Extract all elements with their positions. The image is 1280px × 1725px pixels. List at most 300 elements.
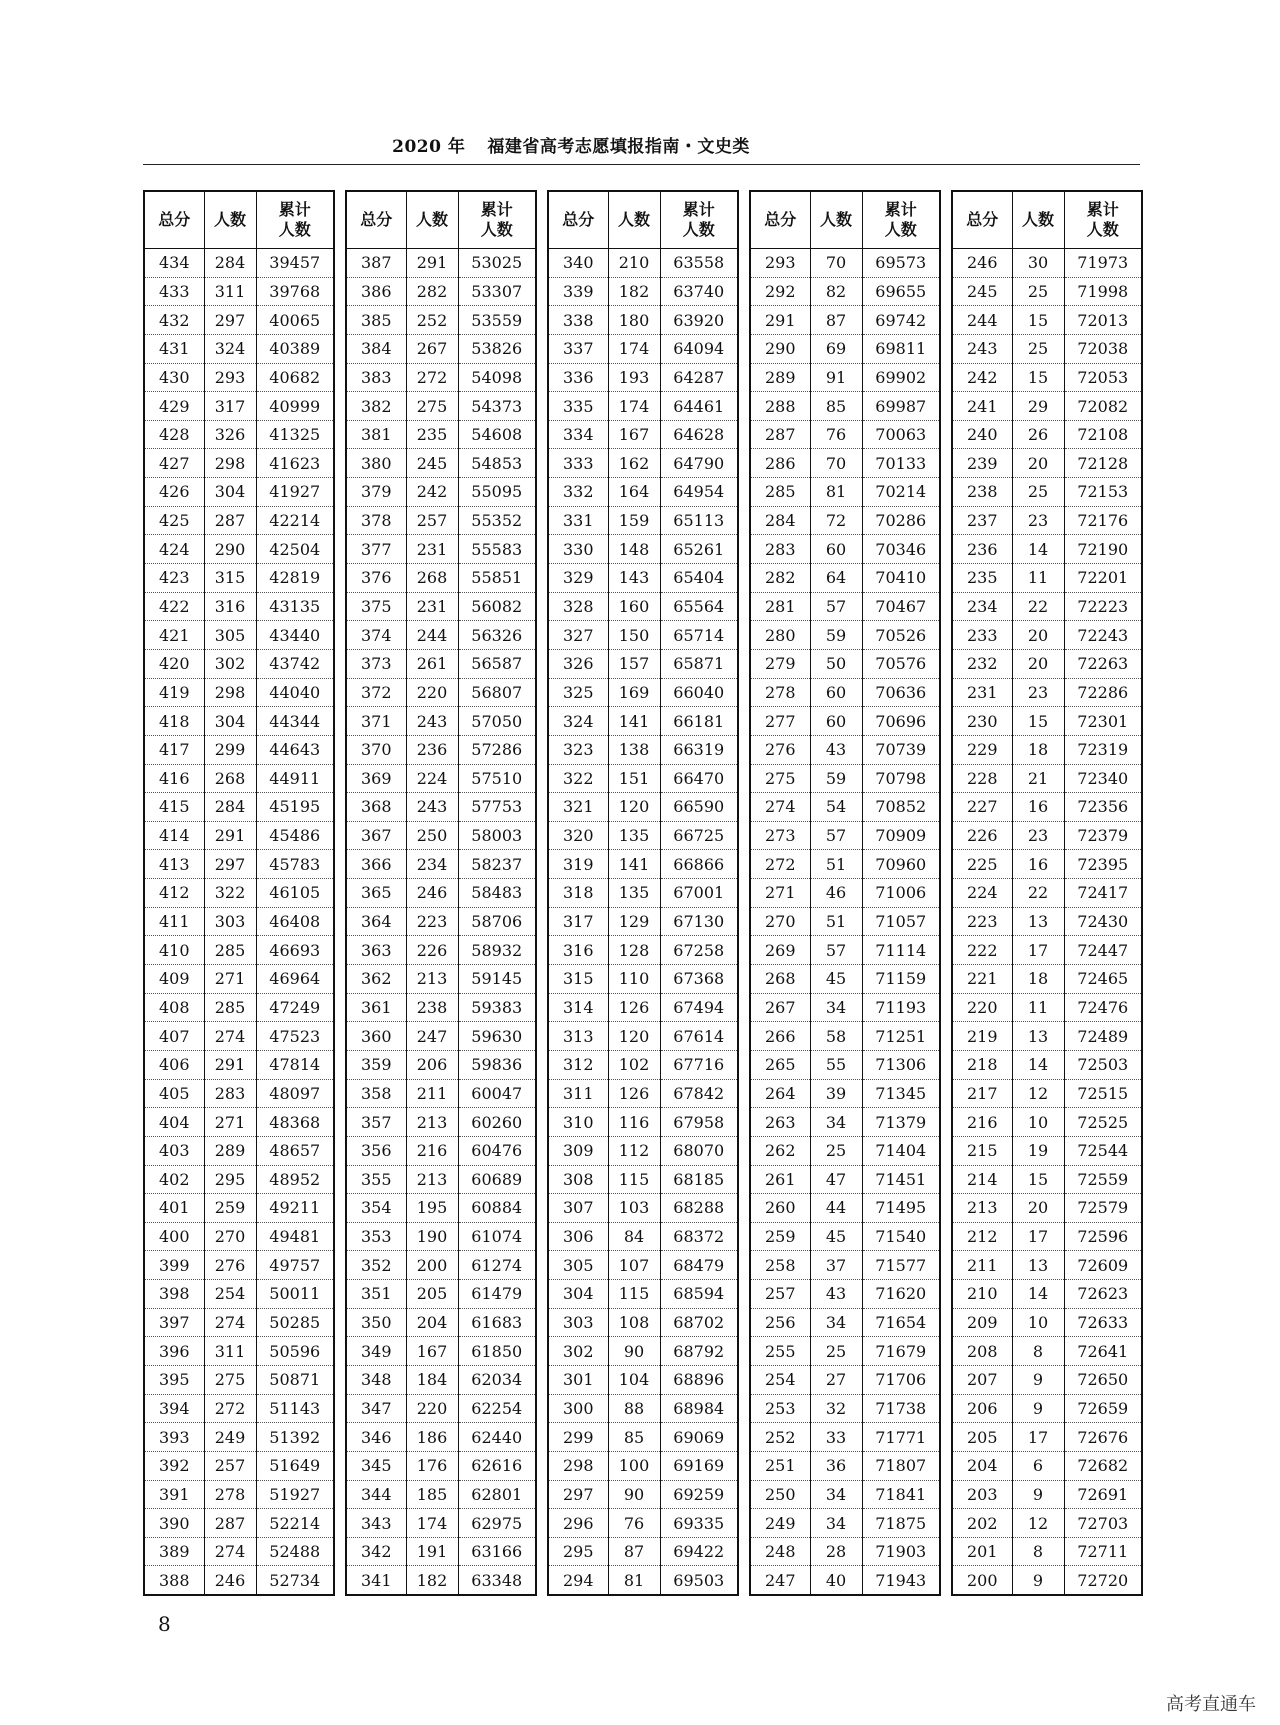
cell-cumulative: 58003 — [458, 821, 536, 850]
cell-count: 36 — [810, 1451, 862, 1480]
table-row — [346, 993, 536, 1022]
cell-total: 209 — [952, 1308, 1012, 1337]
table-row — [346, 306, 536, 335]
cell-cumulative: 67842 — [660, 1079, 738, 1108]
cell-count: 104 — [608, 1365, 660, 1394]
cell-count: 34 — [810, 1308, 862, 1337]
cell-total: 409 — [144, 965, 204, 994]
table-row — [750, 306, 940, 335]
cell-cumulative: 56082 — [458, 592, 536, 621]
table-row — [144, 449, 334, 478]
cell-cumulative: 60884 — [458, 1194, 536, 1223]
cell-total: 434 — [144, 249, 204, 278]
table-row — [750, 1050, 940, 1079]
cell-total: 267 — [750, 993, 810, 1022]
cell-total: 224 — [952, 879, 1012, 908]
cell-total: 200 — [952, 1566, 1012, 1595]
cell-total: 315 — [548, 965, 608, 994]
cell-total: 401 — [144, 1194, 204, 1223]
cell-cumulative: 70214 — [862, 478, 940, 507]
table-row — [750, 363, 940, 392]
cell-cumulative: 53559 — [458, 306, 536, 335]
table-row — [952, 506, 1142, 535]
cell-cumulative: 68594 — [660, 1280, 738, 1309]
cell-total: 248 — [750, 1537, 810, 1566]
cell-count: 191 — [406, 1537, 458, 1566]
table-row — [346, 478, 536, 507]
cell-cumulative: 53025 — [458, 249, 536, 278]
cell-total: 382 — [346, 392, 406, 421]
cell-cumulative: 67614 — [660, 1022, 738, 1051]
table-row — [346, 1337, 536, 1366]
cell-total: 230 — [952, 707, 1012, 736]
cell-count: 259 — [204, 1194, 256, 1223]
cell-count: 293 — [204, 363, 256, 392]
cell-count: 81 — [608, 1566, 660, 1595]
header-row — [346, 191, 536, 249]
cell-total: 311 — [548, 1079, 608, 1108]
cell-count: 257 — [204, 1451, 256, 1480]
cell-count: 211 — [406, 1079, 458, 1108]
cell-total: 265 — [750, 1050, 810, 1079]
cell-cumulative: 72503 — [1064, 1050, 1142, 1079]
table-row — [346, 965, 536, 994]
cell-total: 309 — [548, 1136, 608, 1165]
table-row — [952, 1022, 1142, 1051]
cell-count: 326 — [204, 420, 256, 449]
table-row — [346, 1251, 536, 1280]
cell-count: 9 — [1012, 1566, 1064, 1595]
cell-total: 411 — [144, 907, 204, 936]
cell-count: 81 — [810, 478, 862, 507]
cell-cumulative: 41623 — [256, 449, 334, 478]
cell-count: 60 — [810, 678, 862, 707]
cell-count: 12 — [1012, 1079, 1064, 1108]
cell-cumulative: 70636 — [862, 678, 940, 707]
cell-cumulative: 56807 — [458, 678, 536, 707]
cell-count: 220 — [406, 678, 458, 707]
table-row — [750, 1194, 940, 1223]
cell-cumulative: 70576 — [862, 649, 940, 678]
cell-total: 418 — [144, 707, 204, 736]
table-row — [548, 1509, 738, 1538]
cell-cumulative: 71495 — [862, 1194, 940, 1223]
table-row — [548, 850, 738, 879]
cell-cumulative: 71193 — [862, 993, 940, 1022]
cell-total: 277 — [750, 707, 810, 736]
cell-total: 227 — [952, 793, 1012, 822]
table-row — [548, 936, 738, 965]
table-row — [144, 1423, 334, 1452]
cell-count: 14 — [1012, 1050, 1064, 1079]
cell-total: 347 — [346, 1394, 406, 1423]
cell-total: 331 — [548, 506, 608, 535]
cell-cumulative: 72319 — [1064, 735, 1142, 764]
cell-total: 375 — [346, 592, 406, 621]
cell-count: 167 — [608, 420, 660, 449]
table-row — [548, 649, 738, 678]
cell-total: 291 — [750, 306, 810, 335]
cell-total: 234 — [952, 592, 1012, 621]
cell-cumulative: 43135 — [256, 592, 334, 621]
cell-total: 235 — [952, 564, 1012, 593]
cell-total: 271 — [750, 879, 810, 908]
cell-count: 176 — [406, 1451, 458, 1480]
cell-cumulative: 40999 — [256, 392, 334, 421]
cell-total: 404 — [144, 1108, 204, 1137]
table-row — [144, 363, 334, 392]
cell-count: 190 — [406, 1222, 458, 1251]
cell-cumulative: 70410 — [862, 564, 940, 593]
cell-cumulative: 52214 — [256, 1509, 334, 1538]
cell-cumulative: 58237 — [458, 850, 536, 879]
cell-count: 14 — [1012, 535, 1064, 564]
cell-total: 213 — [952, 1194, 1012, 1223]
table-row — [144, 879, 334, 908]
cell-total: 287 — [750, 420, 810, 449]
table-row — [952, 306, 1142, 335]
col-header-count: 人数 — [406, 191, 458, 249]
table-row — [750, 1251, 940, 1280]
cell-cumulative: 72691 — [1064, 1480, 1142, 1509]
table-row — [952, 478, 1142, 507]
cell-count: 242 — [406, 478, 458, 507]
cell-count: 17 — [1012, 1423, 1064, 1452]
cell-count: 25 — [810, 1337, 862, 1366]
cell-total: 219 — [952, 1022, 1012, 1051]
cell-cumulative: 72676 — [1064, 1423, 1142, 1452]
cell-total: 289 — [750, 363, 810, 392]
cell-count: 21 — [1012, 764, 1064, 793]
cell-total: 303 — [548, 1308, 608, 1337]
cell-cumulative: 67368 — [660, 965, 738, 994]
cell-count: 70 — [810, 449, 862, 478]
cell-cumulative: 72340 — [1064, 764, 1142, 793]
table-row — [144, 1022, 334, 1051]
header-row — [952, 191, 1142, 249]
cell-total: 332 — [548, 478, 608, 507]
table-row — [346, 879, 536, 908]
table-row — [750, 1022, 940, 1051]
cell-total: 367 — [346, 821, 406, 850]
cell-count: 271 — [204, 965, 256, 994]
cell-count: 20 — [1012, 449, 1064, 478]
cell-count: 268 — [204, 764, 256, 793]
cell-total: 365 — [346, 879, 406, 908]
cell-cumulative: 71706 — [862, 1365, 940, 1394]
cell-count: 60 — [810, 535, 862, 564]
cell-cumulative: 66590 — [660, 793, 738, 822]
cell-cumulative: 71057 — [862, 907, 940, 936]
table-row — [952, 1050, 1142, 1079]
cell-total: 275 — [750, 764, 810, 793]
table-row — [346, 449, 536, 478]
cell-count: 84 — [608, 1222, 660, 1251]
cell-count: 250 — [406, 821, 458, 850]
table-row — [144, 1050, 334, 1079]
cell-cumulative: 69335 — [660, 1509, 738, 1538]
cell-count: 278 — [204, 1480, 256, 1509]
cell-count: 34 — [810, 1480, 862, 1509]
cell-count: 305 — [204, 621, 256, 650]
cell-total: 206 — [952, 1394, 1012, 1423]
cell-count: 23 — [1012, 821, 1064, 850]
table-row — [346, 793, 536, 822]
table-row — [548, 334, 738, 363]
cell-total: 288 — [750, 392, 810, 421]
cell-count: 213 — [406, 1165, 458, 1194]
cell-total: 203 — [952, 1480, 1012, 1509]
cell-cumulative: 68372 — [660, 1222, 738, 1251]
cell-cumulative: 72108 — [1064, 420, 1142, 449]
cell-count: 43 — [810, 735, 862, 764]
cell-total: 261 — [750, 1165, 810, 1194]
cell-cumulative: 61074 — [458, 1222, 536, 1251]
table-row — [750, 392, 940, 421]
cell-total: 299 — [548, 1423, 608, 1452]
cell-total: 282 — [750, 564, 810, 593]
cell-count: 182 — [608, 277, 660, 306]
table-row — [548, 449, 738, 478]
cell-cumulative: 72623 — [1064, 1280, 1142, 1309]
cell-count: 23 — [1012, 506, 1064, 535]
cell-cumulative: 58483 — [458, 879, 536, 908]
cell-count: 236 — [406, 735, 458, 764]
cell-cumulative: 44344 — [256, 707, 334, 736]
table-row — [346, 1136, 536, 1165]
table-row — [750, 850, 940, 879]
cell-cumulative: 58706 — [458, 907, 536, 936]
table-row — [346, 420, 536, 449]
table-row — [750, 1566, 940, 1595]
cell-count: 126 — [608, 1079, 660, 1108]
cell-cumulative: 63348 — [458, 1566, 536, 1595]
cell-cumulative: 49211 — [256, 1194, 334, 1223]
cell-cumulative: 61850 — [458, 1337, 536, 1366]
cell-total: 278 — [750, 678, 810, 707]
table-row — [750, 707, 940, 736]
table-row — [548, 793, 738, 822]
table-row — [144, 649, 334, 678]
cell-count: 195 — [406, 1194, 458, 1223]
table-row — [952, 363, 1142, 392]
cell-count: 23 — [1012, 678, 1064, 707]
cell-count: 18 — [1012, 735, 1064, 764]
table-row — [952, 1079, 1142, 1108]
cell-total: 359 — [346, 1050, 406, 1079]
cell-count: 91 — [810, 363, 862, 392]
cell-total: 323 — [548, 735, 608, 764]
table-row — [144, 735, 334, 764]
cell-count: 235 — [406, 420, 458, 449]
cell-cumulative: 42819 — [256, 564, 334, 593]
cell-total: 333 — [548, 449, 608, 478]
cell-total: 398 — [144, 1280, 204, 1309]
col-header-cumulative: 累计 人数 — [458, 191, 536, 249]
cell-count: 72 — [810, 506, 862, 535]
cell-count: 285 — [204, 936, 256, 965]
score-table-4 — [749, 190, 941, 1596]
cell-count: 46 — [810, 879, 862, 908]
cell-total: 360 — [346, 1022, 406, 1051]
cell-cumulative: 48368 — [256, 1108, 334, 1137]
cell-total: 218 — [952, 1050, 1012, 1079]
cell-count: 275 — [406, 392, 458, 421]
cell-cumulative: 68792 — [660, 1337, 738, 1366]
cell-total: 433 — [144, 277, 204, 306]
cell-total: 319 — [548, 850, 608, 879]
cell-total: 241 — [952, 392, 1012, 421]
cell-total: 368 — [346, 793, 406, 822]
table-row — [346, 1537, 536, 1566]
cell-count: 261 — [406, 649, 458, 678]
table-row — [548, 392, 738, 421]
cell-count: 51 — [810, 850, 862, 879]
cell-cumulative: 72650 — [1064, 1365, 1142, 1394]
cell-total: 370 — [346, 735, 406, 764]
cell-total: 284 — [750, 506, 810, 535]
cell-count: 8 — [1012, 1537, 1064, 1566]
cell-cumulative: 40389 — [256, 334, 334, 363]
cell-count: 295 — [204, 1165, 256, 1194]
cell-count: 112 — [608, 1136, 660, 1165]
table-row — [750, 1337, 940, 1366]
cell-total: 361 — [346, 993, 406, 1022]
cell-cumulative: 64954 — [660, 478, 738, 507]
cell-total: 215 — [952, 1136, 1012, 1165]
cell-cumulative: 72356 — [1064, 793, 1142, 822]
cell-total: 212 — [952, 1222, 1012, 1251]
cell-count: 297 — [204, 850, 256, 879]
cell-total: 258 — [750, 1251, 810, 1280]
table-row — [952, 936, 1142, 965]
table-row — [952, 1251, 1142, 1280]
cell-total: 313 — [548, 1022, 608, 1051]
table-row — [750, 1308, 940, 1337]
table-row — [144, 277, 334, 306]
cell-total: 253 — [750, 1394, 810, 1423]
cell-count: 116 — [608, 1108, 660, 1137]
table-row — [346, 1423, 536, 1452]
cell-count: 90 — [608, 1337, 660, 1366]
cell-cumulative: 62440 — [458, 1423, 536, 1452]
cell-cumulative: 50871 — [256, 1365, 334, 1394]
cell-cumulative: 72286 — [1064, 678, 1142, 707]
table-row — [346, 1509, 536, 1538]
cell-cumulative: 64094 — [660, 334, 738, 363]
cell-total: 334 — [548, 420, 608, 449]
cell-count: 27 — [810, 1365, 862, 1394]
cell-count: 285 — [204, 993, 256, 1022]
cell-cumulative: 71943 — [862, 1566, 940, 1595]
cell-count: 304 — [204, 478, 256, 507]
cell-cumulative: 70133 — [862, 449, 940, 478]
cell-cumulative: 46408 — [256, 907, 334, 936]
cell-total: 285 — [750, 478, 810, 507]
cell-cumulative: 72379 — [1064, 821, 1142, 850]
cell-total: 396 — [144, 1337, 204, 1366]
cell-cumulative: 69655 — [862, 277, 940, 306]
col-header-count: 人数 — [608, 191, 660, 249]
cell-cumulative: 69169 — [660, 1451, 738, 1480]
cell-total: 310 — [548, 1108, 608, 1137]
cell-count: 30 — [1012, 249, 1064, 278]
cell-total: 207 — [952, 1365, 1012, 1394]
cell-cumulative: 72682 — [1064, 1451, 1142, 1480]
cell-count: 19 — [1012, 1136, 1064, 1165]
cell-total: 342 — [346, 1537, 406, 1566]
table-row — [952, 1194, 1142, 1223]
cell-cumulative: 72190 — [1064, 535, 1142, 564]
cell-count: 138 — [608, 735, 660, 764]
cell-cumulative: 57753 — [458, 793, 536, 822]
cell-total: 417 — [144, 735, 204, 764]
table-row — [750, 535, 940, 564]
cell-count: 311 — [204, 277, 256, 306]
cell-cumulative: 72243 — [1064, 621, 1142, 650]
cell-count: 34 — [810, 1509, 862, 1538]
table-row — [144, 392, 334, 421]
table-row — [346, 764, 536, 793]
table-row — [750, 879, 940, 908]
cell-total: 268 — [750, 965, 810, 994]
cell-count: 267 — [406, 334, 458, 363]
cell-cumulative: 43440 — [256, 621, 334, 650]
cell-total: 249 — [750, 1509, 810, 1538]
cell-count: 120 — [608, 1022, 660, 1051]
cell-total: 240 — [952, 420, 1012, 449]
cell-count: 291 — [204, 821, 256, 850]
table-row — [952, 1394, 1142, 1423]
cell-cumulative: 66319 — [660, 735, 738, 764]
cell-total: 307 — [548, 1194, 608, 1223]
cell-count: 76 — [810, 420, 862, 449]
cell-cumulative: 63740 — [660, 277, 738, 306]
cell-total: 430 — [144, 363, 204, 392]
cell-cumulative: 60047 — [458, 1079, 536, 1108]
cell-total: 279 — [750, 649, 810, 678]
table-row — [952, 1365, 1142, 1394]
cell-count: 115 — [608, 1165, 660, 1194]
cell-count: 13 — [1012, 1022, 1064, 1051]
cell-total: 247 — [750, 1566, 810, 1595]
cell-total: 410 — [144, 936, 204, 965]
page-number: 8 — [158, 1612, 171, 1636]
cell-cumulative: 41325 — [256, 420, 334, 449]
cell-count: 246 — [204, 1566, 256, 1595]
cell-total: 314 — [548, 993, 608, 1022]
table-row — [750, 420, 940, 449]
cell-count: 141 — [608, 850, 660, 879]
cell-count: 76 — [608, 1509, 660, 1538]
cell-count: 102 — [608, 1050, 660, 1079]
header-year: 2020 年 — [392, 137, 466, 157]
cell-total: 254 — [750, 1365, 810, 1394]
cell-total: 229 — [952, 735, 1012, 764]
cell-cumulative: 46105 — [256, 879, 334, 908]
cell-count: 243 — [406, 793, 458, 822]
table-row — [346, 1480, 536, 1509]
table-row — [548, 1365, 738, 1394]
header-rule — [143, 164, 1140, 165]
cell-total: 355 — [346, 1165, 406, 1194]
cell-cumulative: 71006 — [862, 879, 940, 908]
cell-count: 20 — [1012, 649, 1064, 678]
table-row — [750, 735, 940, 764]
cell-cumulative: 48952 — [256, 1165, 334, 1194]
cell-count: 26 — [1012, 420, 1064, 449]
table-row — [952, 1566, 1142, 1595]
